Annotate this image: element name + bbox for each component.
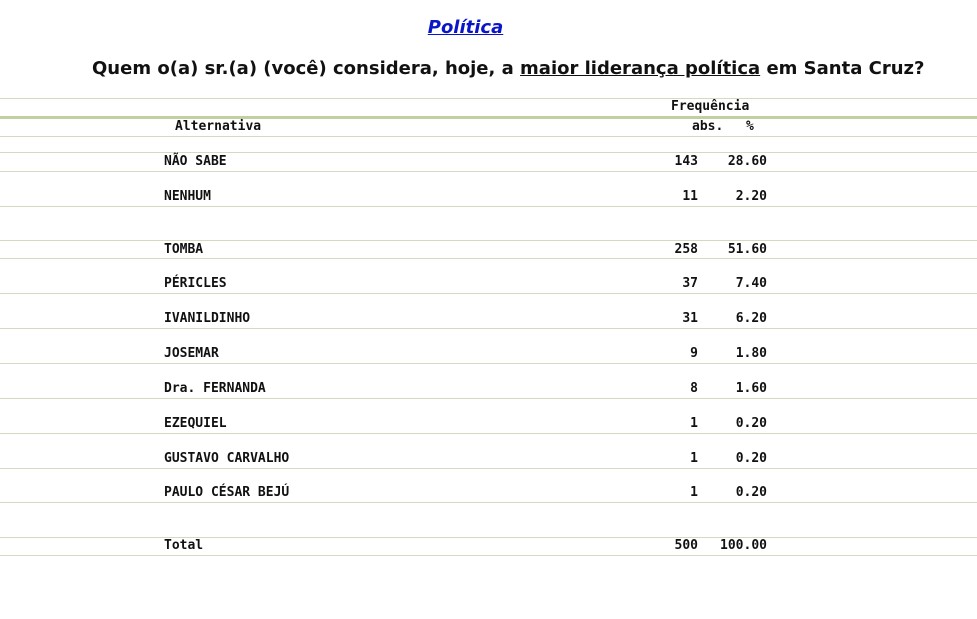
header-bottom-rule [0,136,977,137]
row-label: NÃO SABE [164,154,227,169]
row-rule [0,152,977,153]
row-rule [0,258,977,259]
question-after: em Santa Cruz? [760,58,925,79]
row-rule [0,468,977,469]
column-header-abs: abs. [692,119,724,134]
question-highlight: maior liderança política [520,58,761,79]
table-top-rule [0,98,977,99]
row-pct: 7.40 [735,276,767,291]
row-label: GUSTAVO CARVALHO [164,451,290,466]
question-text [92,58,924,79]
total-abs: 500 [674,538,698,553]
page-title[interactable]: Política [427,17,504,38]
total-label: Total [164,538,204,553]
row-rule [0,502,977,503]
total-rule [0,537,977,538]
row-abs: 143 [674,154,698,169]
row-pct: 0.20 [735,485,767,500]
row-label: PAULO CÉSAR BEJÚ [164,485,290,500]
row-abs: 37 [682,276,698,291]
row-label: JOSEMAR [164,346,219,361]
row-pct: 6.20 [735,311,767,326]
row-abs: 1 [690,416,698,431]
row-rule [0,293,977,294]
row-label: PÉRICLES [164,276,227,291]
row-abs: 1 [690,451,698,466]
column-header-pct: % [746,119,754,134]
row-abs: 11 [682,189,698,204]
row-label: IVANILDINHO [164,311,251,326]
total-pct: 100.00 [720,538,767,553]
row-label: TOMBA [164,242,204,257]
row-rule [0,363,977,364]
header-divider [0,116,977,119]
row-abs: 258 [674,242,698,257]
row-rule [0,328,977,329]
row-rule [0,171,977,172]
row-abs: 9 [690,346,698,361]
row-pct: 28.60 [727,154,767,169]
row-pct: 2.20 [735,189,767,204]
row-rule [0,398,977,399]
row-pct: 1.60 [735,381,767,396]
row-pct: 0.20 [735,416,767,431]
row-pct: 0.20 [735,451,767,466]
question-before: Quem o(a) sr.(a) (você) considera, hoje, a [92,58,521,79]
column-group-header: Frequência [671,99,750,114]
row-label: NENHUM [164,189,211,204]
row-pct: 1.80 [735,346,767,361]
row-rule [0,206,977,207]
row-pct: 51.60 [727,242,767,257]
row-abs: 8 [690,381,698,396]
row-abs: 31 [682,311,698,326]
row-label: EZEQUIEL [164,416,227,431]
row-rule [0,240,977,241]
row-rule [0,433,977,434]
row-label: Dra. FERNANDA [164,381,266,396]
total-rule [0,555,977,556]
column-header-alternativa: Alternativa [175,119,262,134]
row-abs: 1 [690,485,698,500]
